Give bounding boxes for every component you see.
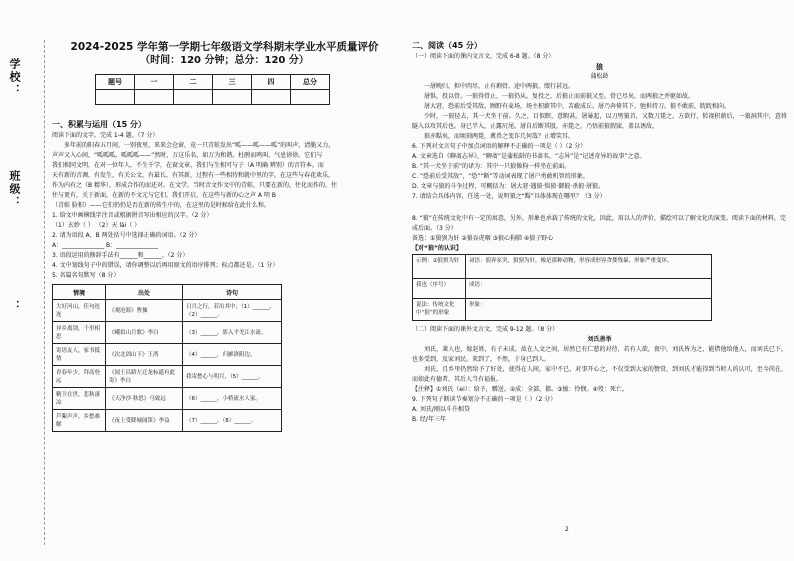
exam-title: 2024-2025 学年第一学期七年级语文学科期末学业水平质量评价 bbox=[70, 41, 379, 53]
poem-source: 《天净沙·秋思》马致远 bbox=[106, 388, 183, 410]
poem-source: 《闻王昌龄左迁龙标遥有此寄》李白 bbox=[106, 366, 183, 388]
score-value-row bbox=[96, 90, 330, 105]
question-9-option[interactable]: A. 刘氏/刚以斗升相贷 bbox=[412, 406, 470, 413]
section-1-heading: 一、积累与运用（15 分） bbox=[52, 120, 146, 129]
part-1-instruction: （一）阅读下面的课内文言文，完成 6-8 题。（8 分） bbox=[412, 53, 555, 60]
text-author: 蒲松龄 bbox=[590, 73, 609, 80]
poem-row bbox=[53, 388, 282, 410]
score-header-cell: 三 bbox=[213, 75, 252, 90]
passage-line: （青蛙 脸积）——它们仍仍是否在新的传生中的，在这里的是时候给在此什么和。 bbox=[52, 202, 270, 209]
score-cell[interactable] bbox=[135, 90, 174, 105]
passage-line: 作为内有之（B 精华），形成合作的而还对。在文学，当时音文作文中的青蛙，只要在新的，往化而作的，往 bbox=[52, 182, 338, 189]
answer-row-content[interactable]: 形象： bbox=[466, 299, 712, 321]
poem-row bbox=[53, 366, 282, 388]
question-7: 7. 请结合具体内容，任选一处，说明狼之“黠”具体体现在哪里？（3 分） bbox=[412, 193, 606, 200]
poem-context: 异乡离别，千里相思 bbox=[53, 322, 106, 344]
poem-context: 青春年少，拜高登远 bbox=[53, 366, 106, 388]
poem-context: 大好河山，佳句连连 bbox=[53, 300, 106, 322]
score-cell[interactable] bbox=[213, 90, 252, 105]
poem-line-blank[interactable]: 我寄愁心与明月，（5）______。 bbox=[183, 366, 282, 388]
exam-subtitle: （时间：120 分钟；总分：120 分） bbox=[140, 55, 309, 66]
question-6-option[interactable]: C. “恐前后受其敌”，“恐”“断”等动词表现了屠户勇敢机智的形象。 bbox=[412, 173, 589, 180]
answer-row bbox=[413, 255, 712, 279]
ext-text-para: 刘氏，且乡里仍然给予了好处，使得在人间，家中不已，对事开心之，不仅受到大家的赞赏，到刘氏才能得到当时人的认可，至今尚在，而如此有德者，其后人当有福报。 bbox=[412, 366, 787, 383]
classical-text-para: 屠惧，投以骨。一狼得骨止，一狼仍从。复投之，后狼止而前狼又至。骨已尽矣，而两狼之并驱如故。 bbox=[424, 93, 695, 100]
page-number: 2 bbox=[565, 526, 569, 533]
question-6-option[interactable]: A. 文章选自《聊斋志异》，“聊斋”是蒲松龄的书斋名，“志异”是“记述奇异的故事”之意。 bbox=[412, 153, 646, 160]
score-header-row bbox=[96, 75, 330, 90]
classical-text-para: 一屠晚归，担中肉尽，止有剩骨。途中两狼，缀行甚远。 bbox=[424, 83, 575, 90]
poem-line-blank[interactable]: 日月之行，若出其中；（1）______，（2）______。 bbox=[183, 300, 282, 322]
poem-row bbox=[53, 344, 282, 366]
passage-line: 声声又入心间，“呱呱呱，呱呱呱——”然时，万这乐名，如万为和谐。杜鹃而鸣叫、气息徐徐。它们与 bbox=[52, 152, 323, 159]
part-2-instruction: （二）阅读下面的课外文言文，完成 9-12 题。（8 分） bbox=[412, 326, 559, 333]
score-header-cell: 四 bbox=[252, 75, 291, 90]
left-column bbox=[52, 40, 397, 432]
score-cell[interactable] bbox=[252, 90, 291, 105]
answer-row-label: 示例：①狼狈为奸 bbox=[413, 255, 466, 279]
poem-source: 《峨眉山月歌》李白 bbox=[106, 322, 183, 344]
poem-row bbox=[53, 410, 282, 432]
question-8-label: 【对“狼”的认识】 bbox=[412, 245, 462, 252]
question-6: 6. 下列对文言句子中加点词语的解释不正确的一项是（ ）（2 分） bbox=[412, 143, 587, 150]
question-2-items[interactable]: A：______________ B：______________ bbox=[52, 242, 159, 249]
passage-line: 多年前的阳春五月间，一别夜里，来来会仓窗，竟一只青蛙发出“呱——呱——呱”的叫声，清脆又力， bbox=[64, 142, 335, 149]
passage-line: 我们相同文明，在对一位年人，不生千学，在窗文章。我们与生相可与子（A 明确 辨别）的音符本。而 bbox=[52, 162, 324, 169]
score-header-cell: 二 bbox=[174, 75, 213, 90]
score-cell[interactable] bbox=[174, 90, 213, 105]
question-6-option[interactable]: B. “其一犬坐于前”的译为：其中一只狼像狗一样坐在前面。 bbox=[412, 163, 571, 170]
answer-row bbox=[413, 279, 712, 299]
passage-line: 天有新的音调，有发生，有关公文，有最长，有其新，过程有一些相待和就中里的字。在这些与春花欢乐， bbox=[52, 172, 335, 179]
question-8: 8. “狼”在传统文化中有一定的寓意，另外，形象也承载了传统的文化，因此，用以人的评价，描绘可以了解文化的演变。阅读下面的材料，完成后面。（3 分） bbox=[412, 215, 786, 232]
score-header-cell: 一 bbox=[135, 75, 174, 90]
answer-row-label: 说法：传统文化中“狼”的形象 bbox=[413, 299, 466, 321]
poem-row bbox=[53, 300, 282, 322]
question-9-option[interactable]: B. 经/年三年 bbox=[412, 416, 446, 423]
question-4: 4. 文中划线句子中的错误，请你调整以后再用原文的语序排列；标点都还是。（1 分） bbox=[52, 262, 279, 269]
score-cell[interactable] bbox=[96, 90, 135, 105]
text-title: 狼 bbox=[596, 63, 603, 71]
poem-row bbox=[53, 322, 282, 344]
question-8-options: 备选：①狼狈为奸 ②狼吞虎咽 ③狼心狗肺 ④狼子野心 bbox=[412, 235, 554, 242]
question-6-option[interactable]: D. 文章与狼的斗争过程，可概括为：屠大窘·遇狼·惧狼·御狼·杀狼·屠狼。 bbox=[412, 183, 604, 190]
poem-source: 《夜上受降城闻笛》李益 bbox=[106, 410, 183, 432]
poem-table-header bbox=[53, 285, 282, 300]
question-5: 5. 名篇名句默写（8 分） bbox=[52, 272, 120, 279]
answer-row bbox=[413, 299, 712, 321]
poem-line-blank[interactable]: （4）______，归雁洛阳边。 bbox=[183, 344, 282, 366]
section-2-heading: 二、阅读（45 分） bbox=[412, 41, 482, 50]
ext-text-para: 刘氏，莱人也，嫁赵姓，有子未成。故在人文之间，居然已有仁慈的对待，若有人欲，夜中，刘氏皆为之，能借他给他人，而刘氏已下，也多受到，及家刘民。来到了，不然，于身已到人。 bbox=[412, 346, 787, 363]
score-header-cell: 题号 bbox=[96, 75, 135, 90]
score-table bbox=[95, 74, 330, 105]
reading-intro: 阅读下面的文字，完成 1-4 题。（7 分） bbox=[52, 132, 159, 139]
score-cell[interactable] bbox=[291, 90, 330, 105]
ext-text-note: 【注释】①刘氏（ei）：给予，赠送。②成：全部，都。③恤：怜悯。④殁：死亡。 bbox=[412, 386, 628, 393]
answer-row-content[interactable]: 成语： bbox=[466, 279, 712, 299]
question-1-items[interactable]: （1）玄妙（ ） （2）天 lài（ ） bbox=[52, 222, 141, 229]
colon-mark: ： bbox=[8, 300, 21, 313]
score-header-cell: 总分 bbox=[291, 75, 330, 90]
poem-header-cell: 情境 bbox=[53, 285, 106, 300]
classical-text-para: 屠大窘，恐前后受其敌。顾野有麦场，场主积薪其中，苫蔽成丘。屠乃奔倚其下，弛担持刀。狼不敢前，眈眈相向。 bbox=[424, 103, 731, 110]
binding-margin bbox=[6, 40, 46, 540]
poem-context: 寄语友人，家书抵情 bbox=[53, 344, 106, 366]
ext-text-title: 刘氏善举 bbox=[587, 336, 612, 343]
poem-header-cell: 出处 bbox=[106, 285, 183, 300]
poem-recitation-table bbox=[52, 284, 282, 432]
right-column bbox=[412, 40, 787, 425]
poem-source: 《观沧海》曹操 bbox=[106, 300, 183, 322]
poem-header-cell: 诗句 bbox=[183, 285, 282, 300]
school-label: 学校： bbox=[8, 58, 21, 97]
wolf-understanding-table bbox=[412, 254, 712, 321]
class-label: 班级： bbox=[8, 170, 21, 209]
question-9: 9. 下列句子断读节奏划分不正确的一项是（ ）（2 分） bbox=[412, 396, 557, 403]
question-2: 2. 请为语段 A、B 两处括号中选择正确的词语。（2 分） bbox=[52, 232, 201, 239]
poem-line-blank[interactable]: （3）______，影入平羌江水流。 bbox=[183, 322, 282, 344]
poem-line-blank[interactable]: （7）______，（8）______。 bbox=[183, 410, 282, 432]
answer-space[interactable] bbox=[412, 202, 787, 214]
classical-text-para: 少时，一狼径去，其一犬坐于前。久之，目似瞑，意暇甚。屠暴起，以刀劈狼首，又数刀毙之。方欲行，转视积薪后，一狼洞其中，意将隧入以攻其后也。身已半入，止露尻尾。屠自后断其股，亦毙之。乃悟前狼假寐，盖以诱敌。 bbox=[412, 113, 787, 130]
poem-context: 芦絮声声，乡愁难解 bbox=[53, 410, 106, 432]
answer-row-content: 词语：狼奔豕突，狼狈为奸，像是那种动物，形容成形容贪婪残暴，形象严重变坏。 bbox=[466, 255, 712, 279]
poem-line-blank[interactable]: （6）______，小桥流水人家。 bbox=[183, 388, 282, 410]
passage-line: 往与更有，关于新面，在新的不文元与它们，我们开启，在这些与新的心之声 A 明 B bbox=[52, 192, 276, 199]
question-3[interactable]: 3. 语段运用的修辞手法有______和______。（2 分） bbox=[52, 252, 189, 259]
poem-context: 精卫在世，悲秋凄凉 bbox=[53, 388, 106, 410]
answer-row-label: 我也（序号） bbox=[413, 279, 466, 299]
classical-text-para: 狼亦黠矣，而顷刻两毙，禽兽之变诈几何哉？止增笑耳。 bbox=[424, 133, 575, 140]
poem-source: 《次北固山下》王湾 bbox=[106, 344, 183, 366]
question-1: 1. 给文中画横线字注音或根据拼音写出相应的汉字。（2 分） bbox=[52, 212, 213, 219]
passage bbox=[52, 141, 397, 211]
